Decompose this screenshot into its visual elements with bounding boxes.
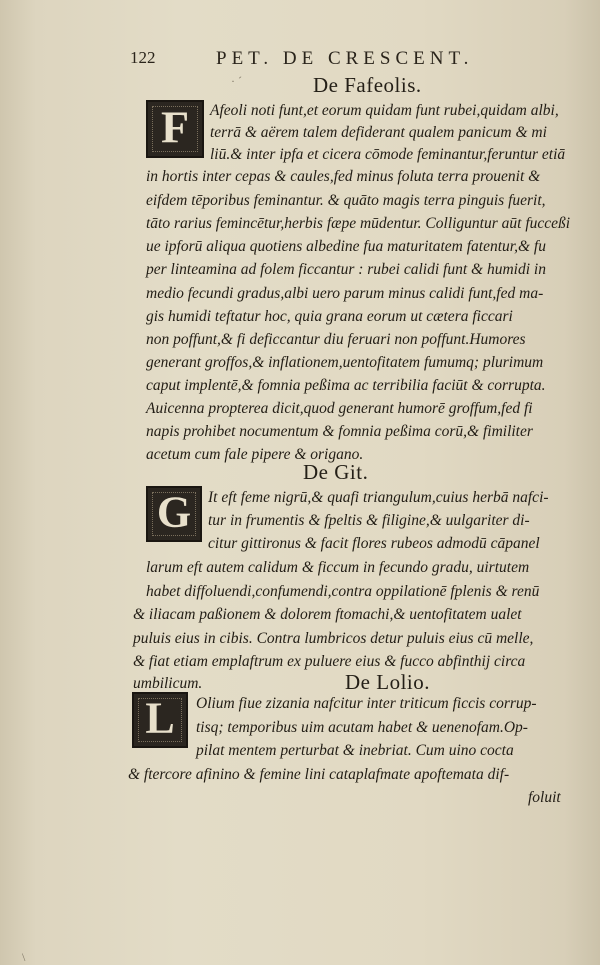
text-line: puluis eius in cibis. Contra lumbricos detur puluis eius cū melle, [133,630,534,647]
running-title: PET. DE CRESCENT. [216,48,474,69]
text-line: gis humidi teftatur hoc, quia grana eorum ut cætera ficcari [146,308,513,325]
print-mark: · ´ [231,74,242,88]
decorated-initial-f: F [146,100,204,158]
running-header [130,48,570,74]
text-line: eifdem tēporibus feminantur. & quāto magis terra pinguis fuerit, [146,192,546,209]
text-line: liū.& inter ipfa et cicera cōmode feminantur,feruntur etiā [210,146,566,163]
print-mark: \ [22,950,26,964]
text-line: ue ipforū aliqua quotiens albedine fua maturitatem fatentur,& fu [146,238,546,255]
text-line: It eft feme nigrū,& quafi triangulum,cuius herbā nafci- [208,489,549,506]
page-number: 122 [130,48,156,67]
section-heading-fafeolis: De Fafeolis. [313,73,422,97]
text-line: Auicenna propterea dicit,quod generant humorē groffum,fed fi [146,400,533,417]
decorated-initial-g: G [146,486,202,542]
text-line: foluit [528,789,561,806]
text-line: pilat mentem perturbat & inebriat. Cum uino cocta [196,742,514,759]
text-line: larum eft autem calidum & ficcum in fecundo gradu, uirtutem [146,559,530,576]
text-line: umbilicum. [133,675,203,692]
text-line: medio fecundi gradus,albi uero parum minus calidi funt,fed ma- [146,285,544,302]
decorated-initial-l: L [132,692,188,748]
text-line: napis prohibet nocumentum & fomnia peßima corū,& fimiliter [146,423,533,440]
text-line: caput implentē,& fomnia peßima ac terribilia faciūt & corrupta. [146,377,546,394]
text-line: tisq; temporibus uim acutam habet & uenenofam.Op- [196,719,528,736]
text-line: generant groffos,& inflationem,uentofitatem fumumq; plurimum [146,354,544,371]
text-line: Olium fiue zizania nafcitur inter triticum ficcis corrup- [196,695,537,712]
text-line: & fiat etiam emplaftrum ex puluere eius & fucco abfinthij circa [133,653,526,670]
text-line: per linteamina ad folem ficcantur : rubei calidi funt & humidi in [146,261,546,278]
text-line: habet diffoluendi,confumendi,contra oppilationē fplenis & renū [146,583,540,600]
section-heading-lolio: De Lolio. [345,670,430,694]
text-line: acetum cum fale pipere & origano. [146,446,364,463]
text-line: Afeoli noti funt,et eorum quidam funt rubei,quidam albi, [210,102,559,119]
text-line: tur in frumentis & fpeltis & filigine,& uulgariter di- [208,512,530,529]
text-line: tāto rarius femincētur,herbis fæpe mūdentur. Colliguntur aūt fucceßi [146,215,571,232]
text-line: terrā & aërem talem defiderant qualem panicum & mi [210,124,547,141]
text-line: in hortis inter cepas & caules,fed minus foluta terra prouenit & [146,168,541,185]
section-heading-git: De Git. [303,460,369,484]
text-line: & ftercore afinino & femine lini cataplafmate apoftemata dif- [128,766,510,783]
text-line: citur gittironus & facit flores rubeos admodū cāpanel [208,535,540,552]
text-line: non poffunt,& fi deficcantur diu feruari non poffunt.Humores [146,331,526,348]
text-line: & iliacam paßionem & dolorem ftomachi,& uentofitatem ualet [133,606,522,623]
